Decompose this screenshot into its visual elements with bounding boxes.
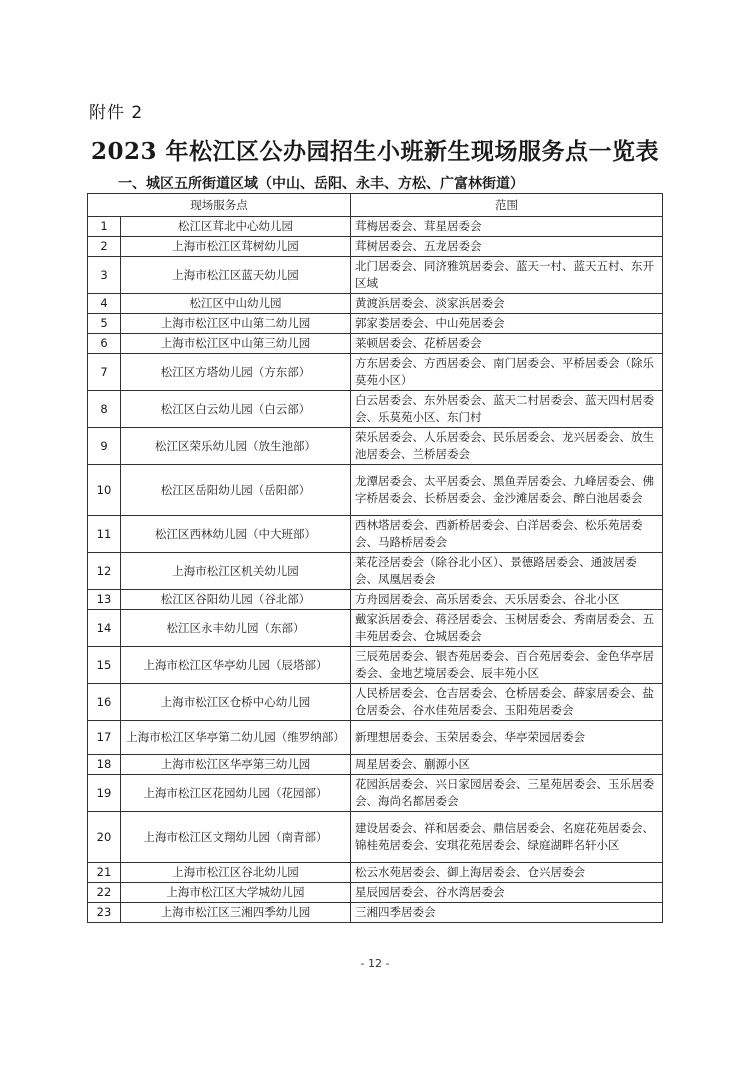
service-point-name: 上海市松江区华亭幼儿园（辰塔部） <box>121 647 351 684</box>
row-number: 14 <box>88 610 121 647</box>
service-point-name: 松江区谷阳幼儿园（谷北部） <box>121 590 351 610</box>
service-range: 龙潭居委会、太平居委会、黑鱼弄居委会、九峰居委会、佛字桥居委会、长桥居委会、金沙滩居委会、醉白池居委会 <box>351 465 663 516</box>
service-range: 三辰苑居委会、银杏苑居委会、百合苑居委会、金色华亭居委会、金地艺境居委会、辰丰苑小区 <box>351 647 663 684</box>
table-row <box>88 863 663 883</box>
service-range: 莱顿居委会、花桥居委会 <box>351 334 663 354</box>
row-number: 11 <box>88 516 121 553</box>
table-row <box>88 257 663 294</box>
service-point-name: 上海市松江区茸树幼儿园 <box>121 237 351 257</box>
table-row <box>88 647 663 684</box>
service-range: 三湘四季居委会 <box>351 903 663 923</box>
row-number: 18 <box>88 755 121 775</box>
service-point-name: 上海市松江区仓桥中心幼儿园 <box>121 684 351 721</box>
table-row <box>88 516 663 553</box>
table-row <box>88 721 663 755</box>
row-number: 23 <box>88 903 121 923</box>
row-number: 10 <box>88 465 121 516</box>
service-point-name: 松江区中山幼儿园 <box>121 294 351 314</box>
table-row <box>88 812 663 863</box>
table-row <box>88 775 663 812</box>
table-body <box>88 217 663 923</box>
service-range: 松云水苑居委会、御上海居委会、仓兴居委会 <box>351 863 663 883</box>
table-row <box>88 553 663 590</box>
service-range: 建设居委会、祥和居委会、鼎信居委会、名庭花苑居委会、锦桂苑居委会、安琪花苑居委会、绿庭湖畔名轩小区 <box>351 812 663 863</box>
service-range: 茸梅居委会、茸星居委会 <box>351 217 663 237</box>
service-point-name: 松江区白云幼儿园（白云部） <box>121 391 351 428</box>
service-point-name: 松江区西林幼儿园（中大班部） <box>121 516 351 553</box>
table-row <box>88 465 663 516</box>
service-range: 郭家娄居委会、中山苑居委会 <box>351 314 663 334</box>
row-number: 8 <box>88 391 121 428</box>
row-number: 20 <box>88 812 121 863</box>
table-row <box>88 391 663 428</box>
table-row <box>88 590 663 610</box>
service-point-name: 上海市松江区文翔幼儿园（南青部） <box>121 812 351 863</box>
table-row <box>88 883 663 903</box>
row-number: 3 <box>88 257 121 294</box>
header-site: 现场服务点 <box>88 194 351 217</box>
service-point-name: 上海市松江区华亭第二幼儿园（维罗纳部） <box>121 721 351 755</box>
table-row <box>88 684 663 721</box>
section-heading: 一、城区五所街道区域（中山、岳阳、永丰、方松、广富林街道） <box>118 176 524 192</box>
service-point-name: 上海市松江区华亭第三幼儿园 <box>121 755 351 775</box>
service-point-name: 上海市松江区中山第三幼儿园 <box>121 334 351 354</box>
service-range: 方东居委会、方西居委会、南门居委会、平桥居委会（除乐莫苑小区） <box>351 354 663 391</box>
table-row <box>88 334 663 354</box>
service-point-name: 松江区荣乐幼儿园（放生池部） <box>121 428 351 465</box>
row-number: 6 <box>88 334 121 354</box>
header-range: 范围 <box>351 194 663 217</box>
service-range: 新理想居委会、玉荣居委会、华亭荣园居委会 <box>351 721 663 755</box>
service-range: 莱花泾居委会（除谷北小区）、景德路居委会、通波居委会、凤凰居委会 <box>351 553 663 590</box>
service-point-name: 松江区方塔幼儿园（方东部） <box>121 354 351 391</box>
row-number: 15 <box>88 647 121 684</box>
service-range: 人民桥居委会、仓吉居委会、仓桥居委会、薛家居委会、盐仓居委会、谷水佳苑居委会、玉阳苑居委会 <box>351 684 663 721</box>
service-range: 花园浜居委会、兴日家园居委会、三星苑居委会、玉乐居委会、海尚名都居委会 <box>351 775 663 812</box>
service-point-name: 上海市松江区花园幼儿园（花园部） <box>121 775 351 812</box>
service-point-name: 上海市松江区三湘四季幼儿园 <box>121 903 351 923</box>
service-point-name: 松江区永丰幼儿园（东部） <box>121 610 351 647</box>
row-number: 12 <box>88 553 121 590</box>
service-range: 周星居委会、蒯源小区 <box>351 755 663 775</box>
service-range: 戴家浜居委会、蒋泾居委会、玉树居委会、秀南居委会、五丰苑居委会、仓城居委会 <box>351 610 663 647</box>
service-range: 西林塔居委会、西新桥居委会、白洋居委会、松乐苑居委会、马路桥居委会 <box>351 516 663 553</box>
row-number: 16 <box>88 684 121 721</box>
service-range: 北门居委会、同济雅筑居委会、蓝天一村、蓝天五村、东开区域 <box>351 257 663 294</box>
table-row <box>88 610 663 647</box>
service-point-name: 上海市松江区机关幼儿园 <box>121 553 351 590</box>
row-number: 19 <box>88 775 121 812</box>
service-range: 方舟园居委会、高乐居委会、天乐居委会、谷北小区 <box>351 590 663 610</box>
row-number: 5 <box>88 314 121 334</box>
service-range: 茸树居委会、五龙居委会 <box>351 237 663 257</box>
service-point-name: 上海市松江区谷北幼儿园 <box>121 863 351 883</box>
table-row <box>88 314 663 334</box>
service-range: 荣乐居委会、人乐居委会、民乐居委会、龙兴居委会、放生池居委会、兰桥居委会 <box>351 428 663 465</box>
table-row <box>88 237 663 257</box>
row-number: 9 <box>88 428 121 465</box>
row-number: 21 <box>88 863 121 883</box>
row-number: 22 <box>88 883 121 903</box>
row-number: 13 <box>88 590 121 610</box>
service-range: 星辰园居委会、谷水湾居委会 <box>351 883 663 903</box>
table-row <box>88 428 663 465</box>
service-range: 黄渡浜居委会、淡家浜居委会 <box>351 294 663 314</box>
row-number: 17 <box>88 721 121 755</box>
service-points-table <box>87 193 663 923</box>
table-row <box>88 294 663 314</box>
service-point-name: 上海市松江区大学城幼儿园 <box>121 883 351 903</box>
table-row <box>88 755 663 775</box>
attachment-label: 附件 2 <box>89 103 144 123</box>
page-title: 2023 年松江区公办园招生小班新生现场服务点一览表 <box>90 138 660 165</box>
table-row <box>88 354 663 391</box>
table-row <box>88 903 663 923</box>
table-header-row <box>88 194 663 217</box>
row-number: 1 <box>88 217 121 237</box>
service-point-name: 上海市松江区蓝天幼儿园 <box>121 257 351 294</box>
service-point-name: 上海市松江区中山第二幼儿园 <box>121 314 351 334</box>
row-number: 2 <box>88 237 121 257</box>
service-range: 白云居委会、东外居委会、蓝天二村居委会、蓝天四村居委会、乐莫苑小区、东门村 <box>351 391 663 428</box>
table-row <box>88 217 663 237</box>
row-number: 4 <box>88 294 121 314</box>
service-point-name: 松江区茸北中心幼儿园 <box>121 217 351 237</box>
page-number: - 12 - <box>360 957 390 970</box>
row-number: 7 <box>88 354 121 391</box>
service-point-name: 松江区岳阳幼儿园（岳阳部） <box>121 465 351 516</box>
